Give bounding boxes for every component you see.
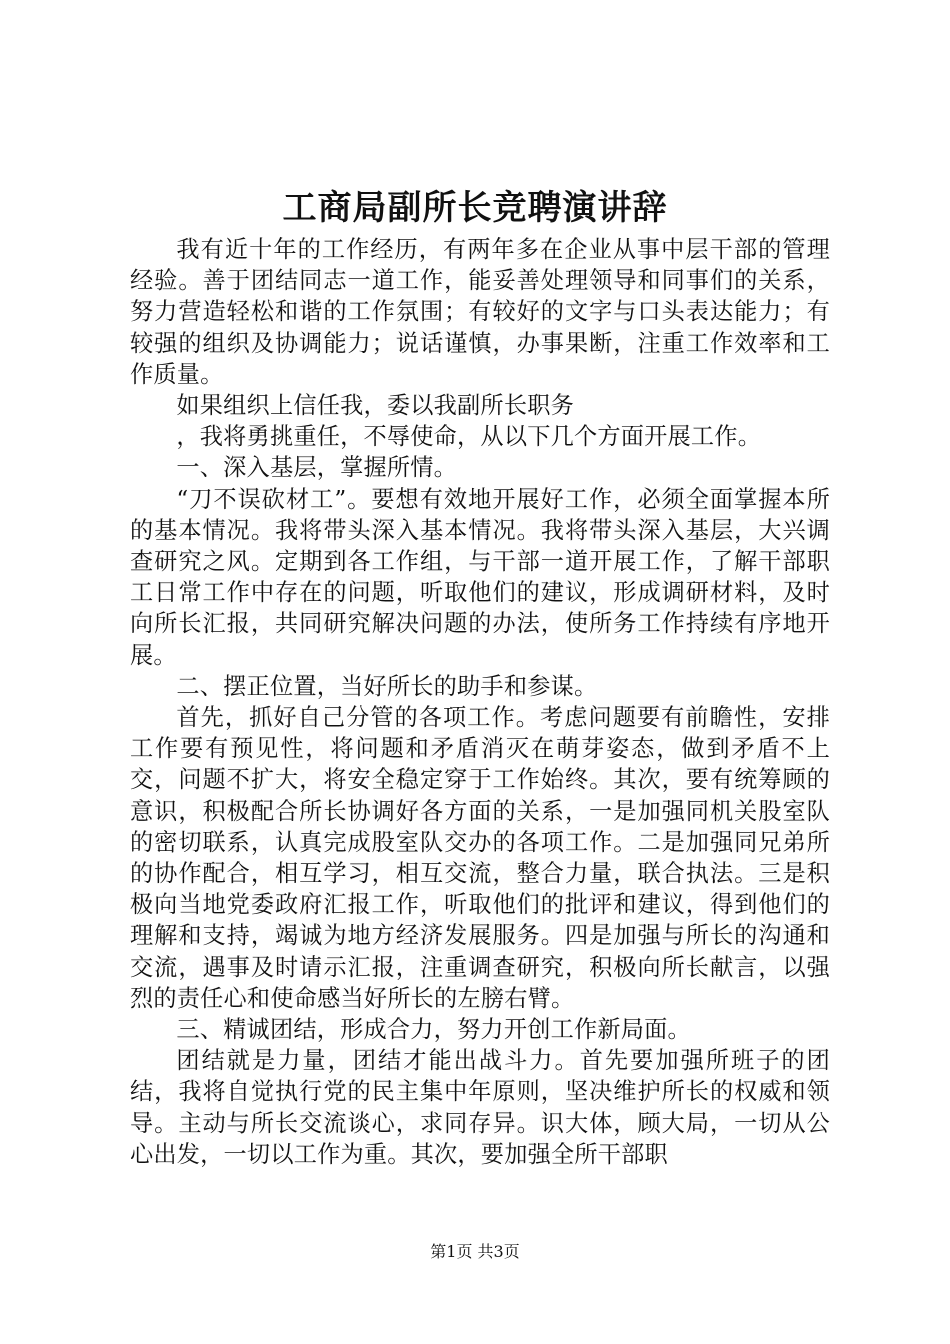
- paragraph-section-1: “刀不误砍材工”。要想有效地开展好工作，必须全面掌握本所的基本情况。我将带头深入基本情况。我将带头深入基层，大兴调查研究之风。定期到各工作组，与干部一道开展工作，了解干部职工日常工作中存在的问题，听取他们的建议，形成调研材料，及时向所长汇报，共同研究解决问题的办法，使所务工作持续有序地开展。: [130, 485, 830, 669]
- paragraph-if-trusted: 如果组织上信任我，委以我副所长职务: [176, 392, 574, 420]
- document-body: [130, 234, 830, 1170]
- document-title: 工商局副所长竞聘演讲辞: [282, 188, 668, 228]
- paragraph-experience: 我有近十年的工作经历，有两年多在企业从事中层干部的管理经验。善于团结同志一道工作，能妥善处理领导和同事们的关系，努力营造轻松和谐的工作氛围；有较好的文字与口头表达能力；有较强的组织及协调能力；说话谨慎，办事果断，注重工作效率和工作质量。: [130, 236, 830, 388]
- page-number-footer: 第1页 共3页: [430, 1242, 520, 1261]
- paragraph-commitment: ，我将勇挑重任，不辱使命，从以下几个方面开展工作。: [176, 423, 762, 451]
- paragraph-section-2: 首先，抓好自己分管的各项工作。考虑问题要有前瞻性，安排工作要有预见性，将问题和矛盾消灭在萌芽姿态，做到矛盾不上交，问题不扩大，将安全稳定穿于工作始终。其次，要有统筹顾的意识，积极配合所长协调好各方面的关系，一是加强同机关股室队的密切联系，认真完成股室队交办的各项工作。二是加强同兄弟所的协作配合，相互学习，相互交流，整合力量，联合执法。三是积极向当地党委政府汇报工作，听取他们的批评和建议，得到他们的理解和支持，竭诚为地方经济发展服务。四是加强与所长的沟通和交流，遇事及时请示汇报，注重调查研究，积极向所长献言，以强烈的责任心和使命感当好所长的左膀右臂。: [130, 704, 830, 1012]
- paragraph-section-3: 团结就是力量，团结才能出战斗力。首先要加强所班子的团结，我将自觉执行党的民主集中年原则，坚决维护所长的权威和领导。主动与所长交流谈心，求同存异。识大体，顾大局，一切从公心出发，一切以工作为重。其次，要加强全所干部职: [130, 1047, 830, 1168]
- heading-section-1: 一、深入基层，掌握所情。: [176, 454, 458, 482]
- heading-section-3: 三、精诚团结，形成合力，努力开创工作新局面。: [176, 1016, 691, 1044]
- heading-section-2: 二、摆正位置，当好所长的助手和参谋。: [176, 672, 598, 700]
